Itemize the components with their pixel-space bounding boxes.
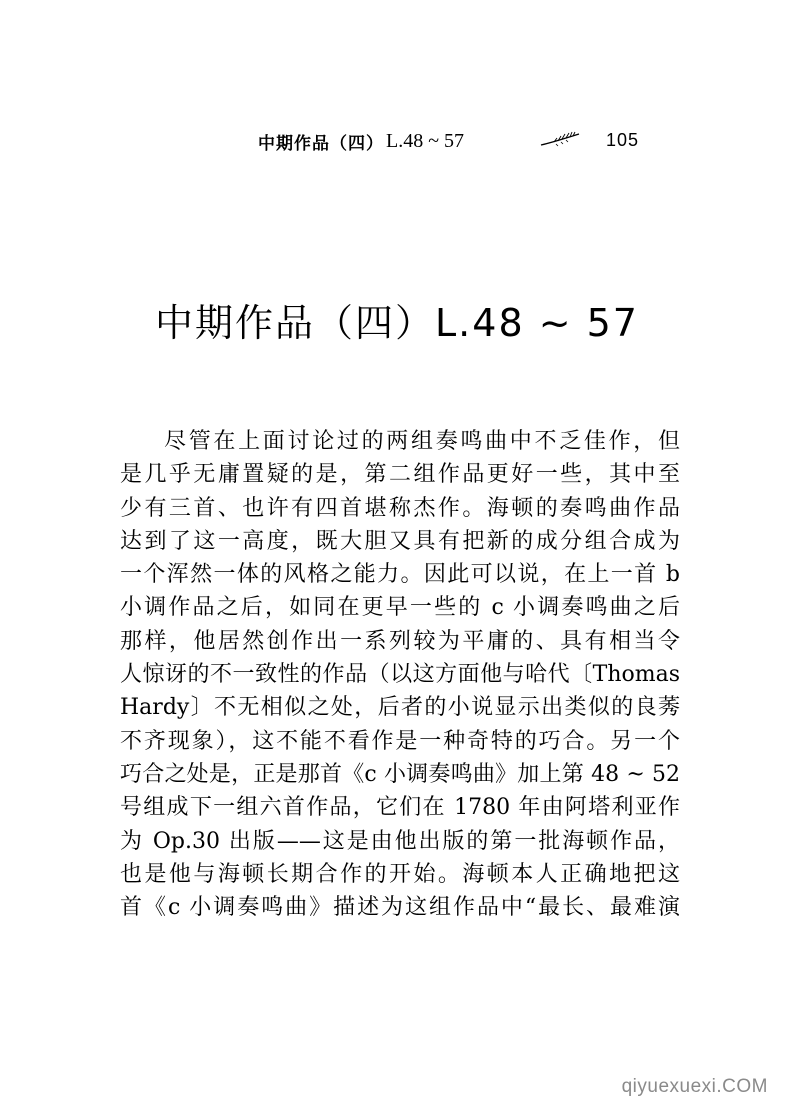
text-line: 是几乎无庸置疑的是，第二组作品更好一些，其中至 (120, 462, 680, 488)
text-line: 那样，他居然创作出一系列较为平庸的、具有相当令 (120, 628, 680, 654)
page-number: 105 (606, 130, 640, 150)
text-line: 达到了这一高度，既大胆又具有把新的成分组合成为 (120, 528, 680, 554)
running-header (258, 126, 464, 156)
text-line: 首《c 小调奏鸣曲》描述为这组作品中“最长、最难演 (120, 895, 680, 921)
flourish-icon (540, 128, 580, 150)
text-line: 一个浑然一体的风格之能力。因此可以说，在上一首 b (120, 562, 680, 588)
text-line: 人惊讶的不一致性的作品（以这方面他与哈代〔Thomas (120, 662, 680, 688)
text-line: 小调作品之后，如同在更早一些的 c 小调奏鸣曲之后 (120, 595, 680, 621)
text-line: 也是他与海顿长期合作的开始。海顿本人正确地把这 (120, 861, 680, 887)
body-paragraph (120, 425, 680, 924)
text-line: Hardy〕不无相似之处，后者的小说显示出类似的良莠 (120, 695, 680, 721)
site-watermark: qiyuexuexi.COM (621, 1076, 768, 1097)
text-line: 少有三首、也许有四首堪称杰作。海顿的奏鸣曲作品 (120, 495, 680, 521)
text-line: 号组成下一组六首作品，它们在 1780 年由阿塔利亚作 (120, 795, 680, 821)
running-header-title: 中期作品（四） (258, 133, 384, 154)
text-line: 不齐现象），这不能不看作是一种奇特的巧合。另一个 (120, 728, 680, 754)
chapter-title: 中期作品（四）L.48 ~ 57 (155, 301, 639, 345)
text-line: 巧合之处是，正是那首《c 小调奏鸣曲》加上第 48 ~ 52 (120, 761, 680, 787)
text-line: 为 Op.30 出版——这是由他出版的第一批海顿作品， (120, 828, 680, 854)
text-line: 尽管在上面讨论过的两组奏鸣曲中不乏佳作，但 (164, 429, 680, 454)
running-header-range: L.48 ~ 57 (386, 129, 465, 152)
